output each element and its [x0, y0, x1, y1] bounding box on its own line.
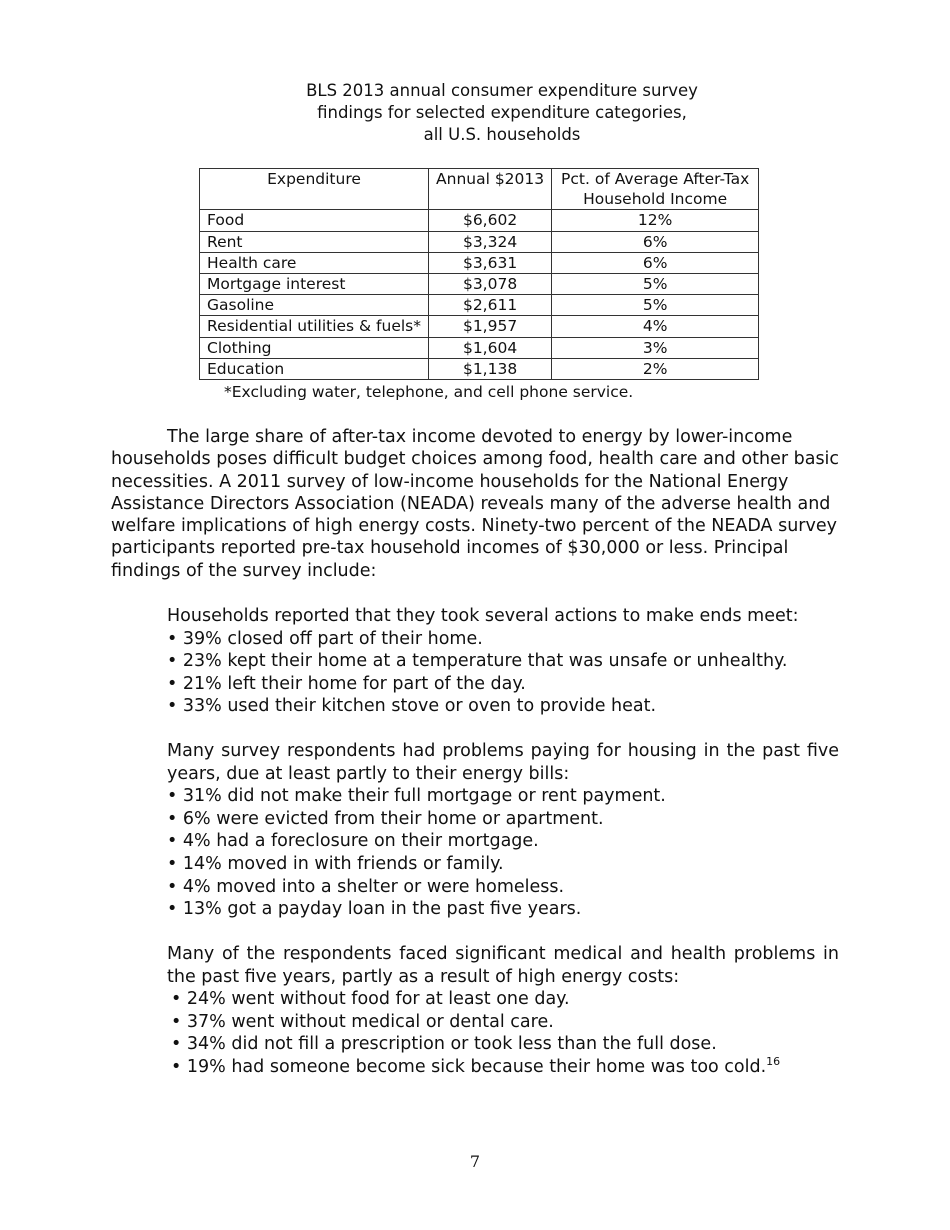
- cell-annual: $3,324: [429, 231, 552, 252]
- cell-annual: $3,078: [429, 274, 552, 295]
- list-item: • 13% got a payday loan in the past five years.: [167, 899, 582, 920]
- cell-annual: $6,602: [429, 210, 552, 231]
- list-item: • 33% used their kitchen stove or oven to provide heat.: [167, 696, 657, 717]
- cell-category: Gasoline: [200, 295, 429, 316]
- findings-list: [167, 628, 839, 718]
- findings-list: [167, 988, 839, 1078]
- table-row: [200, 274, 759, 295]
- list-item: • 14% moved in with friends or family.: [167, 853, 504, 874]
- expenditure-table: [199, 168, 759, 380]
- list-item: • 39% closed off part of their home.: [167, 628, 483, 649]
- cell-pct: 6%: [552, 252, 759, 273]
- list-item: • 6% were evicted from their home or apartment.: [167, 808, 604, 829]
- page-number: 7: [469, 1152, 481, 1171]
- table-caption: [200, 80, 804, 146]
- table-row: [200, 316, 759, 337]
- list-item: • 23% kept their home at a temperature that was unsafe or unhealthy.: [167, 651, 788, 672]
- findings-block-health: [167, 943, 839, 1079]
- cell-pct: 3%: [552, 337, 759, 358]
- header-annual: Annual $2013: [429, 169, 552, 210]
- list-item: • 4% had a foreclosure on their mortgage.: [167, 831, 539, 852]
- body-paragraph-text: The large share of after-tax income devoted to energy by lower-income households poses difficult budget choices among food, health care and other basic necessities. A 2011 survey of low-income households for the National Energy Assistance Directors Association (NEADA) reveals many of the adverse health and welfare implications of high energy costs. Ninety-two percent of the NEADA survey participants reported pre-tax household incomes of $30,000 or less. Principal findings of the survey include:: [111, 427, 840, 581]
- table-row: [200, 295, 759, 316]
- cell-category: Clothing: [200, 337, 429, 358]
- list-item: • 21% left their home for part of the day.: [167, 673, 526, 694]
- cell-category: Health care: [200, 252, 429, 273]
- cell-category: Food: [200, 210, 429, 231]
- cell-pct: 6%: [552, 231, 759, 252]
- cell-category: Residential utilities & fuels*: [200, 316, 429, 337]
- table-row: [200, 210, 759, 231]
- list-item: [167, 1056, 839, 1079]
- list-item: • 24% went without food for at least one day.: [171, 989, 570, 1010]
- header-pct: Pct. of Average After-Tax Household Income: [552, 169, 759, 210]
- list-item-text: • 19% had someone become sick because their home was too cold.: [171, 1056, 767, 1077]
- findings-lead: Households reported that they took several actions to make ends meet:: [167, 606, 799, 626]
- cell-category: Education: [200, 358, 429, 379]
- list-item: • 34% did not fill a prescription or took less than the full dose.: [171, 1034, 717, 1055]
- table-footnote: *Excluding water, telephone, and cell phone service.: [224, 383, 634, 401]
- findings-block-housing: [167, 740, 839, 921]
- cell-pct: 12%: [552, 210, 759, 231]
- caption-line: all U.S. households: [423, 125, 581, 144]
- caption-line: BLS 2013 annual consumer expenditure survey: [306, 81, 698, 100]
- header-expenditure: Expenditure: [200, 169, 429, 210]
- table-header-row: [200, 169, 759, 210]
- table-row: [200, 358, 759, 379]
- footnote-reference: 16: [766, 1054, 781, 1068]
- list-item: • 31% did not make their full mortgage or rent payment.: [167, 786, 666, 807]
- cell-category: Rent: [200, 231, 429, 252]
- table-row: [200, 231, 759, 252]
- cell-annual: $1,604: [429, 337, 552, 358]
- caption-line: findings for selected expenditure categories,: [317, 103, 687, 122]
- list-item: • 37% went without medical or dental care.: [171, 1011, 554, 1032]
- cell-pct: 5%: [552, 295, 759, 316]
- body-paragraph: [111, 426, 847, 582]
- cell-annual: $3,631: [429, 252, 552, 273]
- table-row: [200, 252, 759, 273]
- table-row: [200, 337, 759, 358]
- cell-annual: $2,611: [429, 295, 552, 316]
- findings-lead: Many survey respondents had problems paying for housing in the past five years, due at least partly to their energy bills:: [167, 741, 839, 784]
- cell-pct: 5%: [552, 274, 759, 295]
- cell-annual: $1,138: [429, 358, 552, 379]
- findings-list: [167, 785, 839, 921]
- cell-category: Mortgage interest: [200, 274, 429, 295]
- cell-pct: 4%: [552, 316, 759, 337]
- findings-block-actions: [167, 605, 839, 718]
- cell-annual: $1,957: [429, 316, 552, 337]
- cell-pct: 2%: [552, 358, 759, 379]
- list-item: • 4% moved into a shelter or were homeless.: [167, 876, 565, 897]
- findings-lead: Many of the respondents faced significant medical and health problems in the past five years, partly as a result of high energy costs:: [167, 944, 839, 987]
